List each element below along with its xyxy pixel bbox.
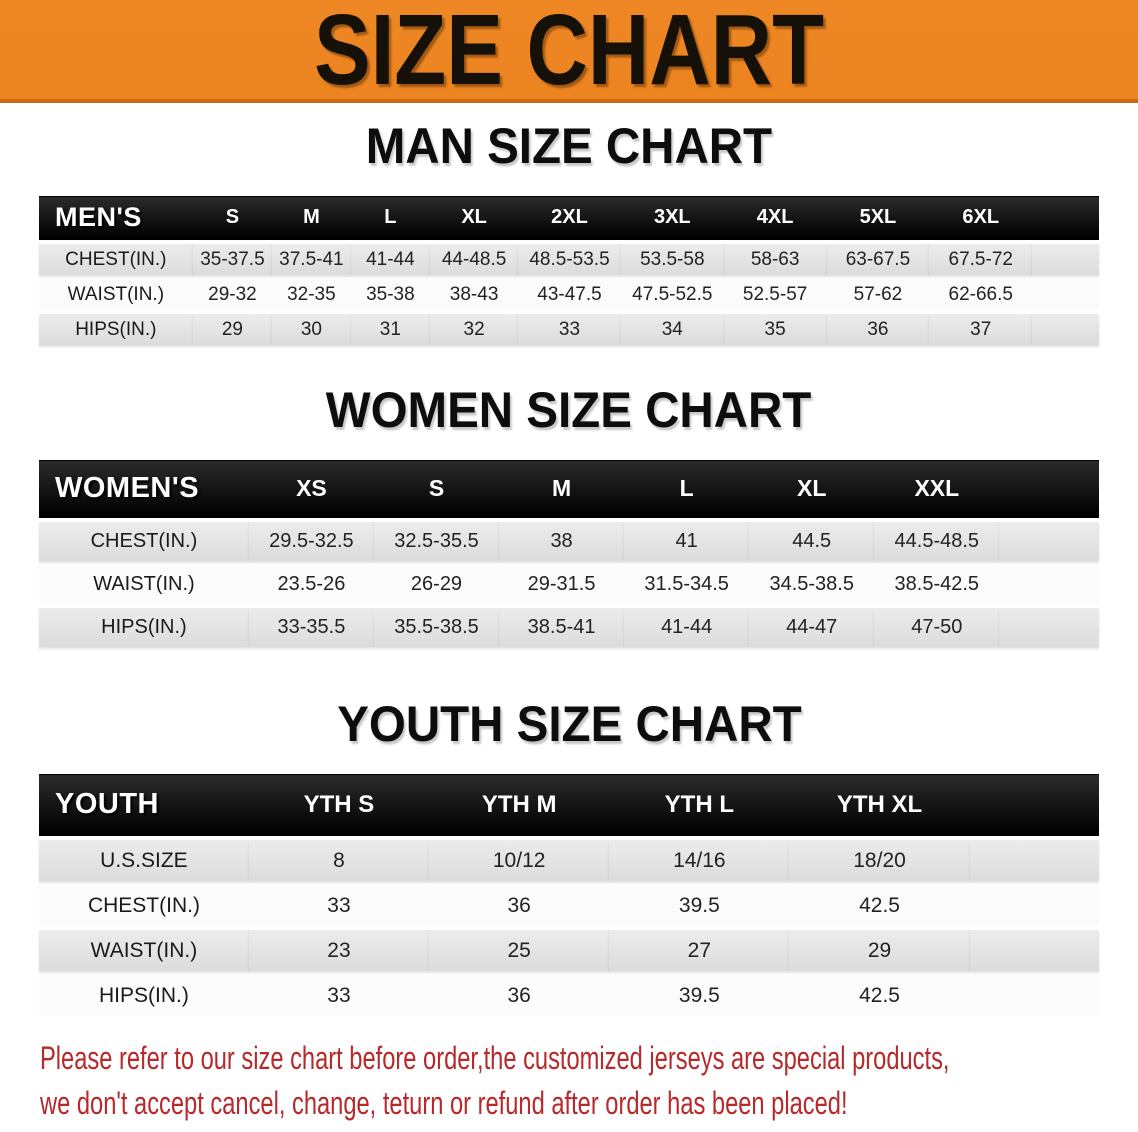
measure-row-waist-in [39, 930, 1099, 971]
size-col-yth-l: YTH L [609, 774, 789, 836]
size-value: 14/16 [609, 840, 789, 881]
measure-row-waist-in [39, 565, 1099, 604]
women-table-title: WOMEN'S [39, 460, 249, 518]
size-col-m: M [499, 460, 624, 518]
measure-row-hips-in [39, 314, 1099, 345]
section-heading-text: WOMEN SIZE CHART [326, 382, 812, 438]
section-heading-text: MAN SIZE CHART [365, 118, 773, 174]
measure-row-hips-in [39, 975, 1099, 1016]
size-value: 32-35 [272, 279, 350, 310]
size-value: 29-32 [193, 279, 273, 310]
size-value: 62-66.5 [929, 279, 1032, 310]
size-value: 8 [249, 840, 429, 881]
size-section-men [0, 119, 1138, 349]
size-value: 36 [429, 885, 609, 926]
measure-row-hips-in [39, 608, 1099, 647]
size-value: 35-37.5 [193, 244, 273, 275]
size-value: 35 [724, 314, 827, 345]
size-col-yth-s: YTH S [249, 774, 429, 836]
size-value: 33 [249, 975, 429, 1016]
row-label: WAIST(IN.) [39, 565, 249, 604]
size-section-youth [0, 697, 1138, 1020]
size-value: 18/20 [789, 840, 969, 881]
youth-table-title: YOUTH [39, 774, 249, 836]
size-value: 25 [429, 930, 609, 971]
size-section-women [0, 383, 1138, 651]
header-filler [1032, 196, 1099, 240]
size-value: 38-43 [430, 279, 518, 310]
size-col-xl: XL [749, 460, 874, 518]
size-value: 29.5-32.5 [249, 522, 374, 561]
measure-row-u-s-size [39, 840, 1099, 881]
size-value: 63-67.5 [827, 244, 930, 275]
size-value: 37.5-41 [272, 244, 350, 275]
size-value: 52.5-57 [724, 279, 827, 310]
disclaimer-note [0, 1036, 1138, 1126]
section-heading-youth [0, 697, 1138, 752]
row-label: WAIST(IN.) [39, 930, 249, 971]
size-col-3xl: 3XL [621, 196, 724, 240]
header-filler [970, 774, 1099, 836]
size-value: 37 [929, 314, 1032, 345]
size-value: 41 [624, 522, 749, 561]
size-col-4xl: 4XL [724, 196, 827, 240]
disclaimer-line-2: we don't accept cancel, change, teturn or refund after order has been placed! [40, 1085, 848, 1121]
size-value: 35.5-38.5 [374, 608, 499, 647]
size-value: 33-35.5 [249, 608, 374, 647]
row-filler [970, 885, 1099, 926]
size-value: 41-44 [351, 244, 431, 275]
size-col-s: S [374, 460, 499, 518]
size-sections [0, 119, 1138, 1020]
row-filler [999, 608, 1099, 647]
size-value: 35-38 [351, 279, 431, 310]
row-label: U.S.SIZE [39, 840, 249, 881]
size-value: 29 [193, 314, 273, 345]
size-value: 32 [430, 314, 518, 345]
row-label: CHEST(IN.) [39, 885, 249, 926]
banner-title: SIZE CHART [314, 0, 824, 106]
table-header-row [39, 196, 1099, 240]
size-value: 47-50 [874, 608, 999, 647]
row-label: HIPS(IN.) [39, 608, 249, 647]
row-filler [999, 565, 1099, 604]
men-size-table [39, 192, 1099, 349]
size-value: 43-47.5 [518, 279, 621, 310]
size-value: 34 [621, 314, 724, 345]
size-value: 44.5 [749, 522, 874, 561]
measure-row-chest-in [39, 522, 1099, 561]
size-value: 39.5 [609, 975, 789, 1016]
size-col-yth-xl: YTH XL [789, 774, 969, 836]
size-col-xxl: XXL [874, 460, 999, 518]
size-value: 34.5-38.5 [749, 565, 874, 604]
size-value: 44-48.5 [430, 244, 518, 275]
size-value: 38 [499, 522, 624, 561]
size-col-6xl: 6XL [929, 196, 1032, 240]
size-col-xs: XS [249, 460, 374, 518]
size-value: 32.5-35.5 [374, 522, 499, 561]
size-value: 58-63 [724, 244, 827, 275]
section-heading-text: YOUTH SIZE CHART [336, 696, 802, 752]
row-label: CHEST(IN.) [39, 244, 193, 275]
size-value: 33 [518, 314, 621, 345]
section-heading-women [0, 383, 1138, 438]
size-value: 26-29 [374, 565, 499, 604]
row-filler [1032, 244, 1099, 275]
size-value: 23 [249, 930, 429, 971]
size-col-s: S [193, 196, 273, 240]
disclaimer-line-1: Please refer to our size chart before order,the customized jerseys are special products, [40, 1040, 950, 1076]
size-col-m: M [272, 196, 350, 240]
size-value: 31.5-34.5 [624, 565, 749, 604]
size-value: 57-62 [827, 279, 930, 310]
row-filler [999, 522, 1099, 561]
size-value: 38.5-41 [499, 608, 624, 647]
measure-row-chest-in [39, 244, 1099, 275]
row-label: HIPS(IN.) [39, 314, 193, 345]
section-heading-men [0, 119, 1138, 174]
size-value: 36 [429, 975, 609, 1016]
size-value: 48.5-53.5 [518, 244, 621, 275]
size-value: 23.5-26 [249, 565, 374, 604]
size-value: 44-47 [749, 608, 874, 647]
size-value: 33 [249, 885, 429, 926]
size-value: 29-31.5 [499, 565, 624, 604]
row-filler [970, 975, 1099, 1016]
size-col-l: L [351, 196, 431, 240]
table-header-row [39, 460, 1099, 518]
row-filler [970, 840, 1099, 881]
row-filler [1032, 314, 1099, 345]
row-label: WAIST(IN.) [39, 279, 193, 310]
row-label: HIPS(IN.) [39, 975, 249, 1016]
size-col-xl: XL [430, 196, 518, 240]
size-value: 38.5-42.5 [874, 565, 999, 604]
row-filler [970, 930, 1099, 971]
size-col-2xl: 2XL [518, 196, 621, 240]
size-value: 67.5-72 [929, 244, 1032, 275]
size-value: 36 [827, 314, 930, 345]
women-size-table [39, 456, 1099, 651]
size-value: 47.5-52.5 [621, 279, 724, 310]
size-col-5xl: 5XL [827, 196, 930, 240]
size-value: 31 [351, 314, 431, 345]
measure-row-waist-in [39, 279, 1099, 310]
size-value: 41-44 [624, 608, 749, 647]
youth-size-table [39, 770, 1099, 1020]
size-value: 44.5-48.5 [874, 522, 999, 561]
size-value: 29 [789, 930, 969, 971]
men-table-title: MEN'S [39, 196, 193, 240]
size-value: 30 [272, 314, 350, 345]
header-filler [999, 460, 1099, 518]
size-value: 42.5 [789, 975, 969, 1016]
size-col-yth-m: YTH M [429, 774, 609, 836]
size-col-l: L [624, 460, 749, 518]
row-label: CHEST(IN.) [39, 522, 249, 561]
size-value: 42.5 [789, 885, 969, 926]
size-chart-banner [0, 0, 1138, 106]
row-filler [1032, 279, 1099, 310]
measure-row-chest-in [39, 885, 1099, 926]
size-value: 53.5-58 [621, 244, 724, 275]
size-value: 10/12 [429, 840, 609, 881]
size-value: 39.5 [609, 885, 789, 926]
size-value: 27 [609, 930, 789, 971]
table-header-row [39, 774, 1099, 836]
